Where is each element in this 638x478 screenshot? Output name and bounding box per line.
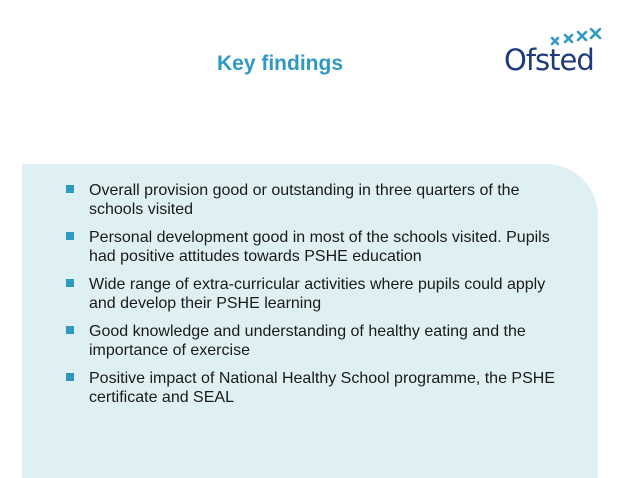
square-bullet-icon — [66, 232, 74, 240]
slide-title: Key findings — [216, 52, 343, 75]
finding-text: Personal development good in most of the schools visited. Pupils had positive attitudes towards PSHE education — [89, 229, 550, 265]
logo-wordmark: Ofsted — [504, 43, 594, 77]
findings-list — [66, 181, 566, 416]
finding-text: Good knowledge and understanding of healthy eating and the importance of exercise — [89, 323, 526, 359]
list-item — [66, 275, 566, 313]
ofsted-logo — [502, 28, 612, 82]
list-item — [66, 322, 566, 360]
finding-text: Wide range of extra-curricular activities where pupils could apply and develop their PSHE learning — [89, 276, 546, 312]
finding-text: Positive impact of National Healthy School programme, the PSHE certificate and SEAL — [89, 370, 555, 406]
list-item — [66, 369, 566, 407]
finding-text: Overall provision good or outstanding in three quarters of the schools visited — [89, 182, 520, 218]
list-item — [66, 181, 566, 219]
square-bullet-icon — [66, 373, 74, 381]
list-item — [66, 228, 566, 266]
square-bullet-icon — [66, 185, 74, 193]
square-bullet-icon — [66, 326, 74, 334]
square-bullet-icon — [66, 279, 74, 287]
